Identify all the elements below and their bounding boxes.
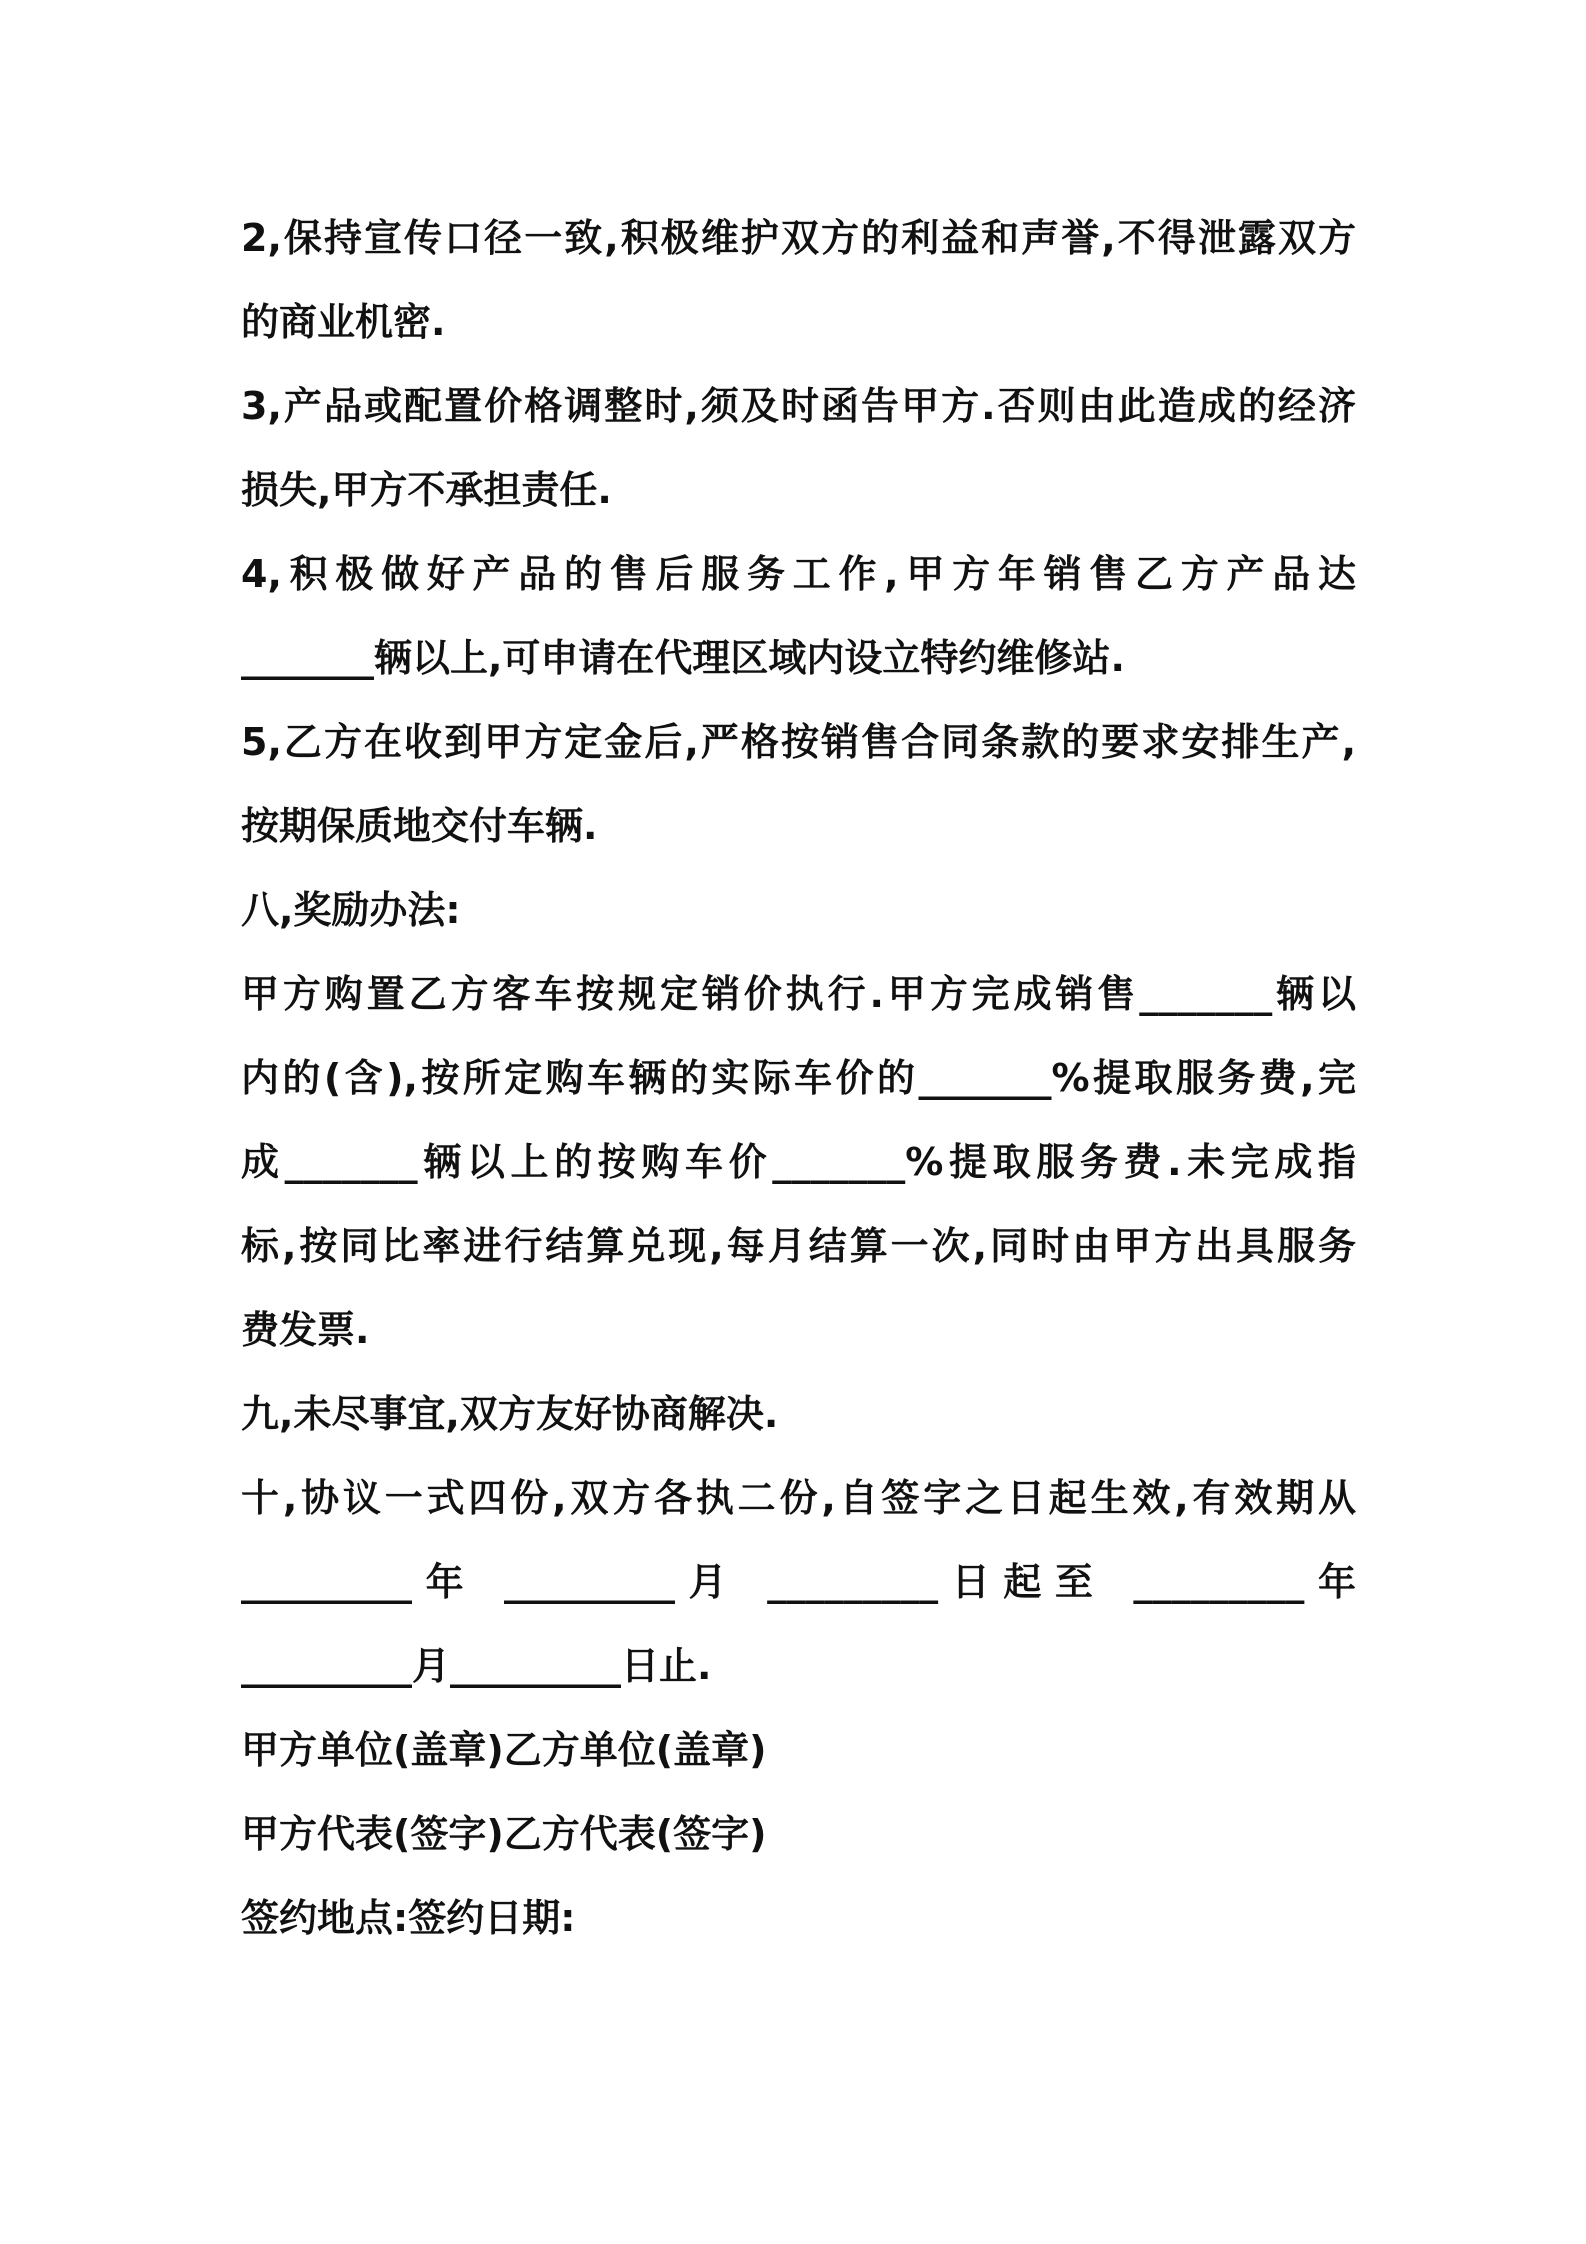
text-line: 十,协议一式四份,双方各执二份,自签字之日起生效,有效期从: [241, 1476, 1356, 1520]
text-line: 损失,甲方不承担责任.: [241, 468, 612, 512]
text-line: _________月_________日止.: [241, 1644, 712, 1688]
text-line: 标,按同比率进行结算兑现,每月结算一次,同时由甲方出具服务: [241, 1224, 1356, 1268]
signature-line-representative: 甲方代表(签字)乙方代表(签字): [241, 1812, 767, 1856]
text-line: 3,产品或配置价格调整时,须及时函告甲方.否则由此造成的经济: [241, 384, 1356, 428]
text-line: 4,积极做好产品的售后服务工作,甲方年销售乙方产品达: [241, 552, 1356, 596]
text-line: 甲方购置乙方客车按规定销价执行.甲方完成销售_______辆以: [241, 972, 1356, 1016]
signature-line-unit: 甲方单位(盖章)乙方单位(盖章): [241, 1728, 767, 1772]
text-line: 成_______辆以上的按购车价_______%提取服务费.未完成指: [241, 1140, 1356, 1184]
text-line: 的商业机密.: [241, 300, 446, 344]
section-heading: 九,未尽事宜,双方友好协商解决.: [241, 1392, 779, 1436]
text-line: 2,保持宣传口径一致,积极维护双方的利益和声誉,不得泄露双方: [241, 216, 1356, 260]
text-line: 按期保质地交付车辆.: [241, 804, 598, 848]
text-line: 内的(含),按所定购车辆的实际车价的_______%提取服务费,完: [241, 1056, 1356, 1100]
signing-place-date: 签约地点:签约日期:: [241, 1896, 576, 1940]
text-line: _________年 _________月 _________日起至 _________年: [241, 1560, 1356, 1604]
section-heading: 八,奖励办法:: [241, 888, 461, 932]
text-line: 5,乙方在收到甲方定金后,严格按销售合同条款的要求安排生产,: [241, 720, 1356, 764]
text-line: 费发票.: [241, 1308, 370, 1352]
text-line: _______辆以上,可申请在代理区域内设立特约维修站.: [241, 636, 1125, 680]
document-body: [241, 196, 1356, 1960]
